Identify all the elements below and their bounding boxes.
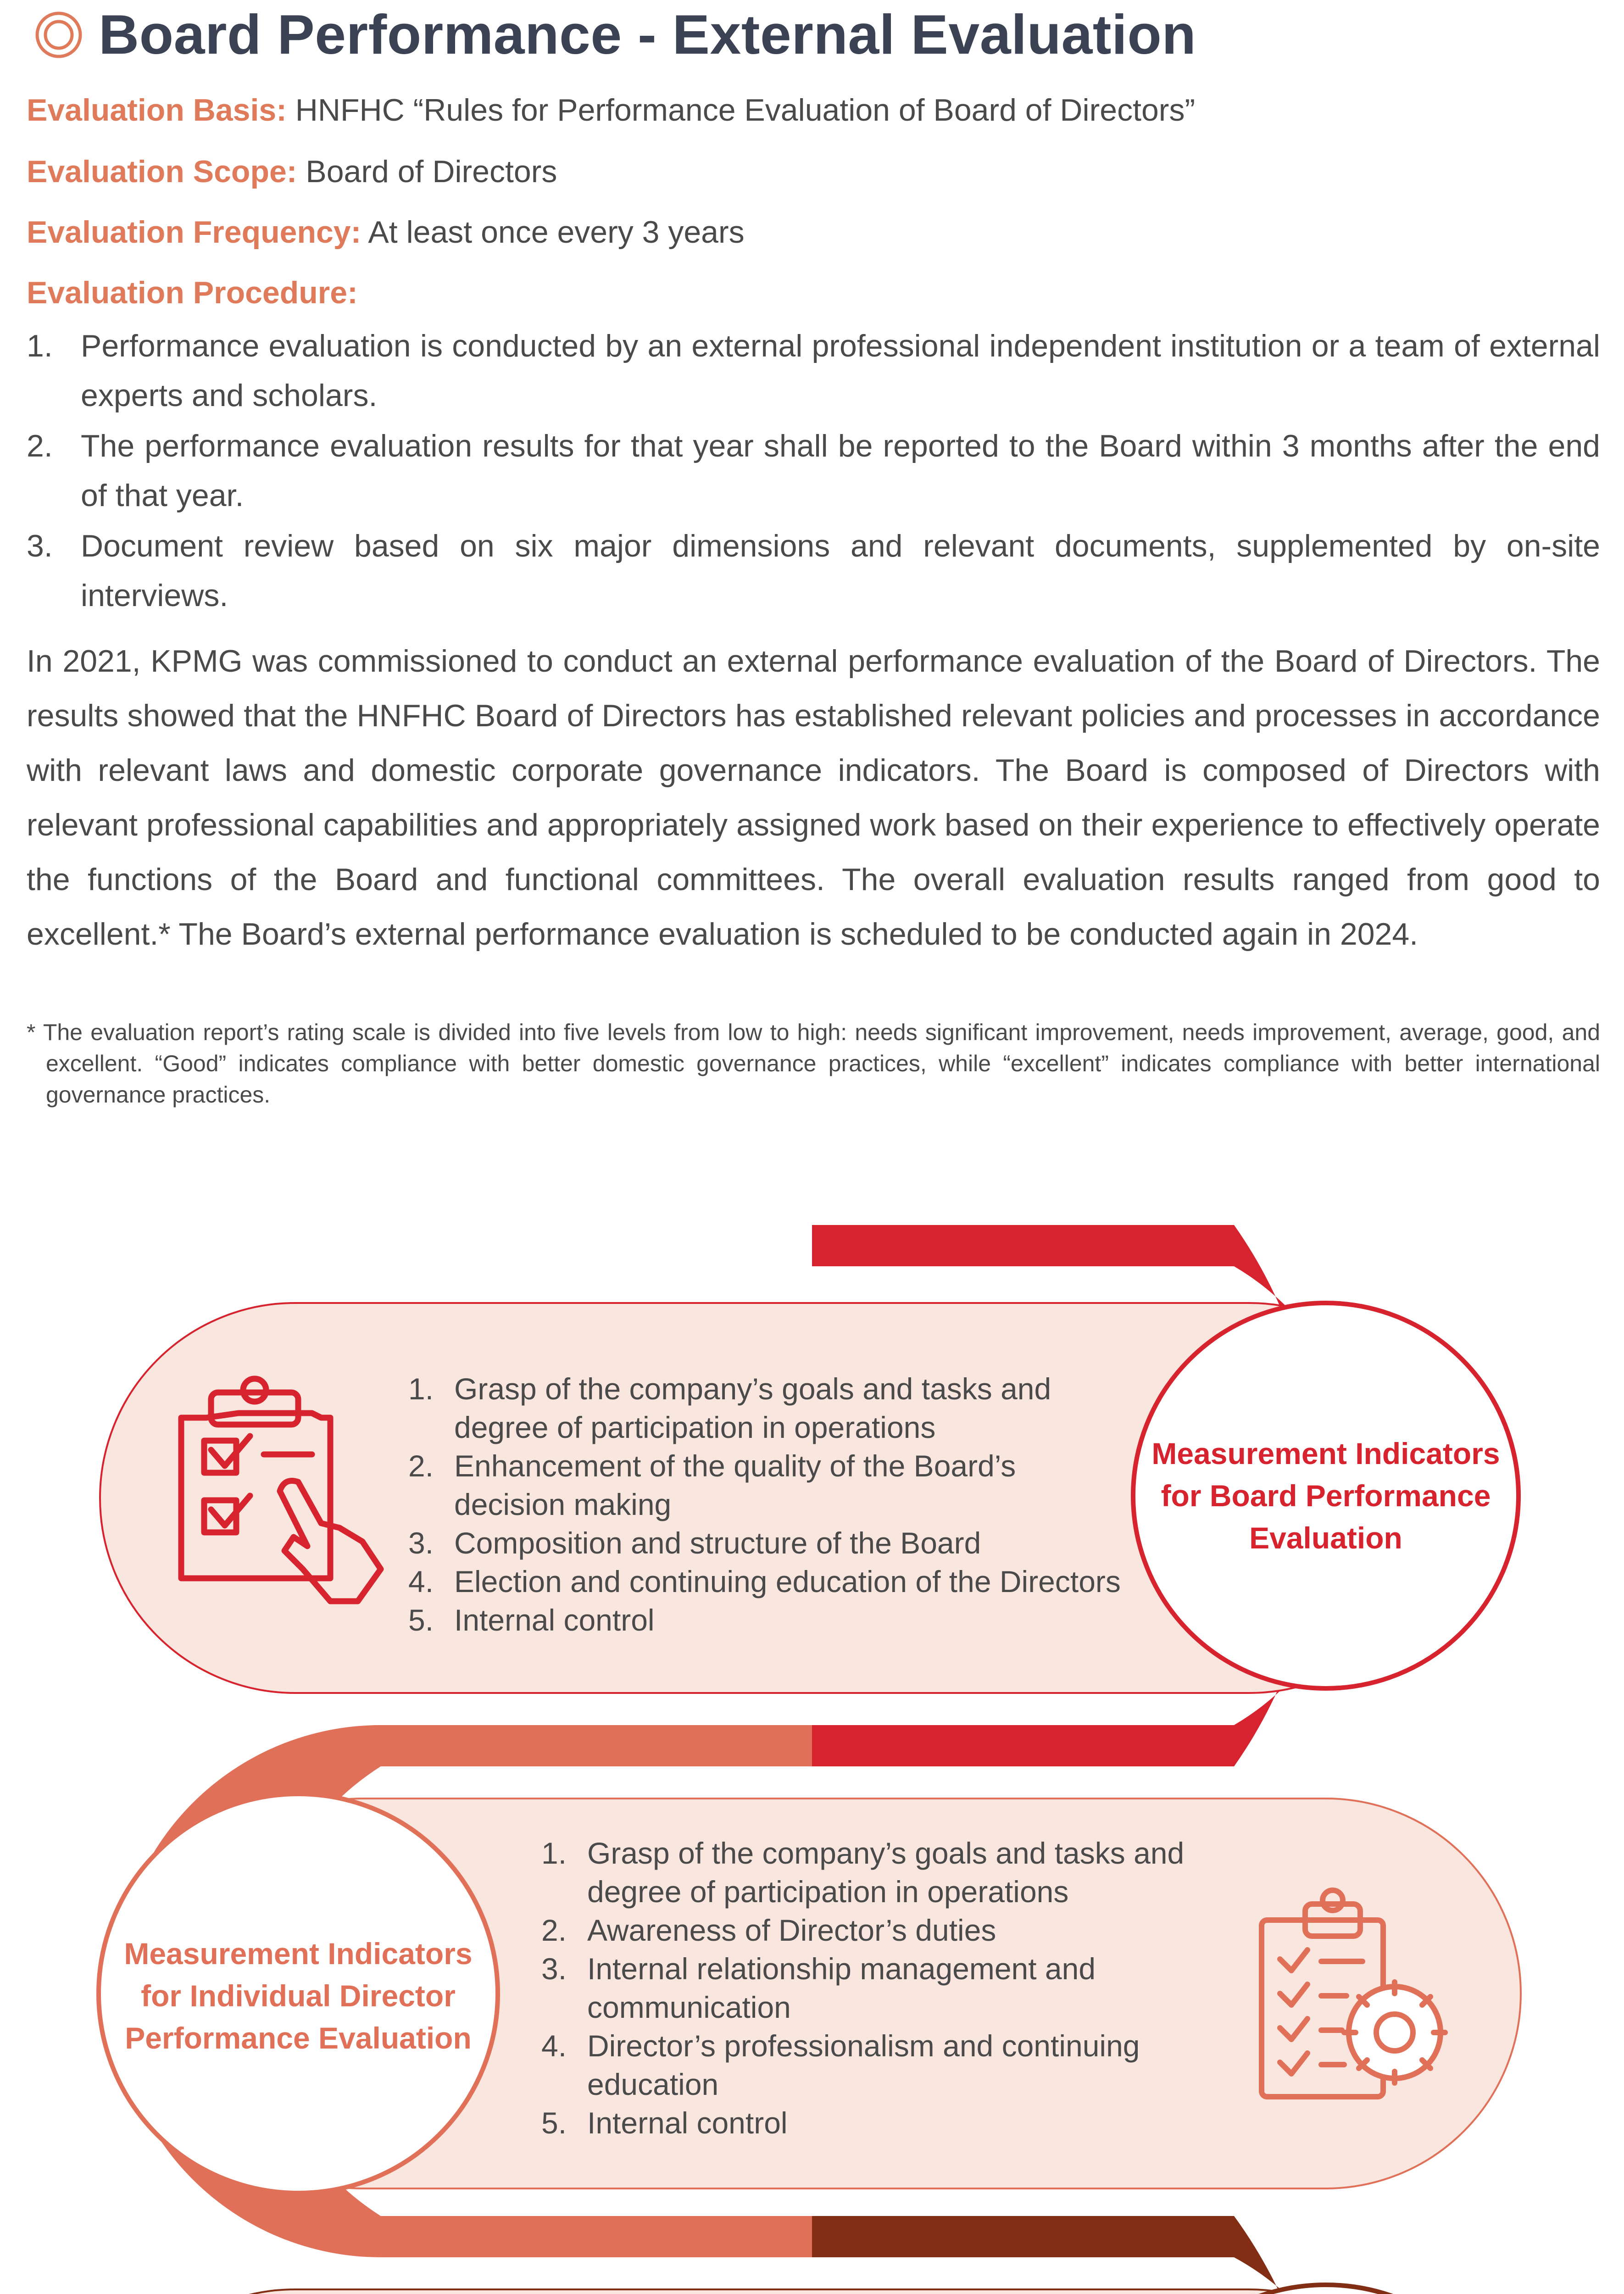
list-item	[541, 1949, 1193, 2027]
evaluation-procedure-label: Evaluation Procedure:	[27, 275, 358, 310]
list-item-number: 4.	[541, 2029, 567, 2063]
list-item-text: Enhancement of the quality of the Board’s decision making	[454, 1449, 1016, 1521]
evaluation-scope-value: Board of Directors	[306, 154, 557, 189]
evaluation-summary: In 2021, KPMG was commissioned to conduct an external performance evaluation of the Board of Directors. The results showed that the HNFHC Board of Directors has established relevant policies and processes in accordance with relevant laws and domestic corporate governance indicators. The Board is composed of Directors with relevant professional capabilities and appropriately assigned work based on their experience to effectively operate the functions of the Board and functional committees. The overall evaluation results ranged from good to excellent.* The Board’s external performance evaluation is scheduled to be conducted again in 2024.	[27, 644, 1600, 952]
director-circle-title: Measurement Indicators for Individual Director Performance Evaluation	[124, 1937, 473, 2055]
page-title: Board Performance - External Evaluation	[99, 3, 1196, 66]
list-item	[541, 1911, 1193, 1949]
list-item-text: Director’s professionalism and continuing education	[587, 2029, 1140, 2101]
committee-connector-band	[812, 2216, 1374, 2294]
director-indicators-list	[541, 1834, 1193, 2142]
evaluation-frequency-label: Evaluation Frequency:	[27, 215, 362, 250]
list-item	[541, 1834, 1193, 1911]
list-item-number: 3.	[408, 1526, 434, 1560]
list-item-number: 3.	[541, 1952, 567, 1986]
evaluation-basis-label: Evaluation Basis:	[27, 93, 287, 128]
procedure-step-text: Performance evaluation is conducted by an external professional independent institution or a team of external experts and scholars.	[81, 329, 1600, 413]
list-item-text: Internal control	[454, 1603, 655, 1637]
list-item	[541, 2027, 1193, 2104]
list-item-number: 2.	[541, 1913, 567, 1947]
list-item-text: Internal control	[587, 2106, 788, 2140]
list-item-number: 5.	[541, 2106, 567, 2140]
list-item-text: Internal relationship management and communication	[587, 1952, 1096, 2024]
evaluation-frequency-value: At least once every 3 years	[368, 215, 745, 250]
list-item-number: 4.	[408, 1565, 434, 1598]
evaluation-basis-value: HNFHC “Rules for Performance Evaluation of Board of Directors”	[295, 93, 1196, 128]
board-indicators-list	[408, 1370, 1124, 1639]
list-item	[408, 1524, 1124, 1562]
procedure-step-text: The performance evaluation results for that year shall be reported to the Board within 3 months after the end of that year.	[81, 429, 1600, 513]
list-item-text: Awareness of Director’s duties	[587, 1913, 996, 1947]
list-item	[408, 1370, 1124, 1447]
list-item-number: 1.	[541, 1836, 567, 1870]
rating-footnote: * The evaluation report’s rating scale is divided into five levels from low to high: needs significant improvement, needs improvement, average, good, and excellent. “Good” indicates compliance with better domestic governance practices, while “excellent” indicates compliance with better international governance practices.	[27, 1019, 1600, 1108]
list-item-text: Grasp of the company’s goals and tasks and degree of participation in operations	[587, 1836, 1185, 1909]
procedure-step-number: 3.	[27, 529, 53, 563]
committee-panel	[100, 2289, 1444, 2294]
evaluation-scope-label: Evaluation Scope:	[27, 154, 297, 189]
procedure-step-text: Document review based on six major dimensions and relevant documents, supplemented by on-site interviews.	[81, 529, 1600, 613]
procedure-step-number: 2.	[27, 429, 53, 463]
list-item-number: 2.	[408, 1449, 434, 1483]
list-item	[541, 2104, 1193, 2142]
board-circle-title: Measurement Indicators for Board Performance Evaluation	[1151, 1437, 1500, 1555]
list-item	[408, 1447, 1124, 1524]
list-item-number: 1.	[408, 1372, 434, 1406]
list-item-text: Election and continuing education of the Directors	[454, 1565, 1121, 1598]
list-item	[408, 1562, 1124, 1601]
list-item-text: Composition and structure of the Board	[454, 1526, 981, 1560]
list-item-text: Grasp of the company’s goals and tasks and degree of participation in operations	[454, 1372, 1051, 1444]
list-item	[408, 1601, 1124, 1639]
list-item-number: 5.	[408, 1603, 434, 1637]
procedure-step-number: 1.	[27, 329, 53, 363]
